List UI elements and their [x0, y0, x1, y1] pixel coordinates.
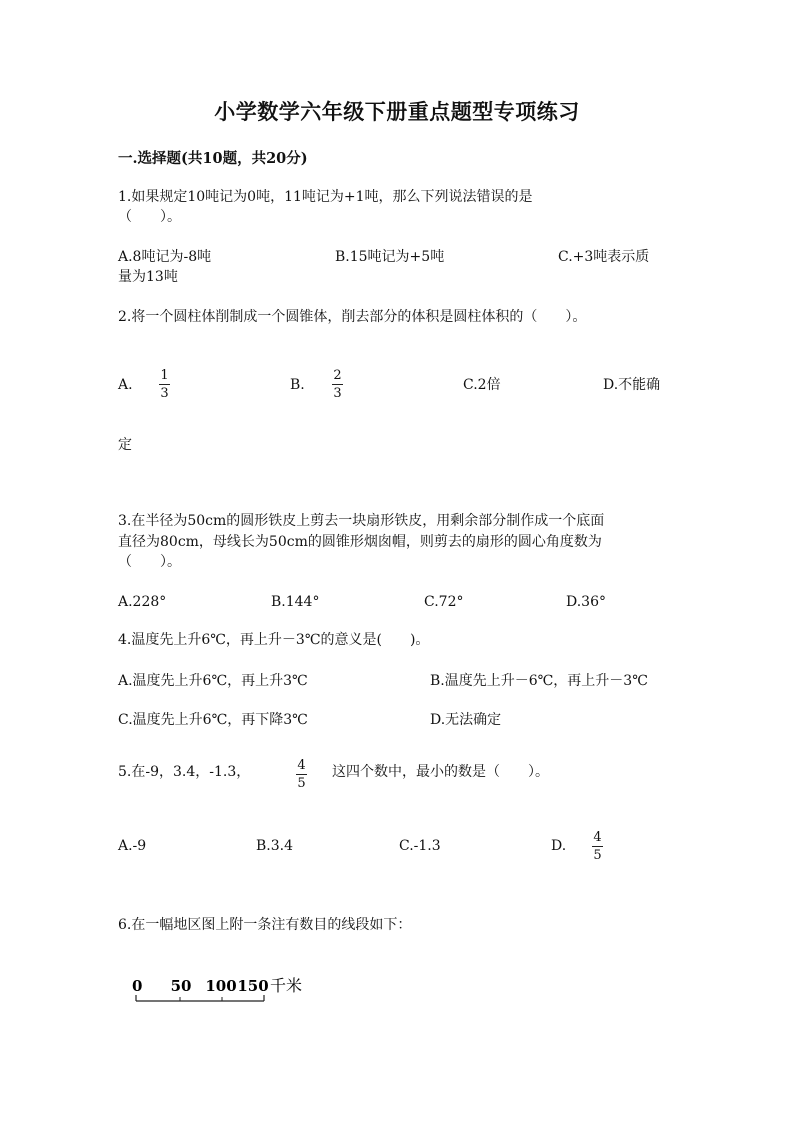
q2-option-a-label: A.: [118, 377, 133, 393]
q3-stem-line2: 直径为80cm，母线长为50cm的圆锥形烟囱帽，则剪去的扇形的圆心角度数为: [118, 534, 602, 550]
q5-stem-fraction: [296, 758, 307, 791]
q4-option-d: D.无法确定: [430, 712, 502, 728]
q3-option-b: B.144°: [271, 594, 320, 610]
q5-option-c: C.-1.3: [399, 838, 441, 854]
q5-option-d-label: D.: [551, 838, 567, 854]
fraction-denominator: 3: [160, 386, 169, 401]
fraction-bar: [592, 846, 603, 847]
fraction-bar: [332, 384, 343, 385]
section-heading: 一.选择题(共10题，共20分): [118, 150, 308, 167]
q1-option-c-cont: 量为13吨: [118, 269, 178, 285]
q2-option-c: C.2倍: [463, 377, 501, 393]
q6-stem: 6.在一幅地区图上附一条注有数目的线段如下：: [118, 917, 412, 933]
fraction-denominator: 5: [593, 848, 602, 863]
fraction-numerator: 4: [593, 830, 602, 845]
scale-label-150: 150: [237, 977, 269, 995]
q5-stem-part1: 5.在-9，3.4，-1.3，: [118, 764, 251, 780]
fraction-numerator: 1: [160, 368, 169, 383]
q5-stem-part2: 这四个数中，最小的数是（ ）。: [332, 764, 549, 780]
q3-option-d: D.36°: [566, 594, 606, 610]
q3-stem-line1: 3.在半径为50cm的圆形铁皮上剪去一块扇形铁皮，用剩余部分制作成一个底面: [118, 513, 605, 529]
scale-unit: 千米: [270, 976, 303, 995]
q1-option-b: B.15吨记为+5吨: [335, 249, 445, 265]
q3-option-a: A.228°: [118, 594, 167, 610]
q1-stem-line2: （ ）。: [118, 209, 181, 225]
fraction-bar: [159, 384, 170, 385]
q2-option-d: D.不能确: [603, 377, 661, 393]
fraction-numerator: 2: [333, 368, 342, 383]
scale-label-0: 0: [132, 977, 143, 995]
fraction-denominator: 5: [297, 776, 306, 791]
scale-bar: [128, 970, 328, 1010]
q4-option-a: A.温度先上升6℃，再上升3℃: [118, 673, 308, 689]
q3-stem-line3: （ ）。: [118, 554, 181, 570]
scale-label-50: 50: [170, 977, 192, 995]
page-title: 小学数学六年级下册重点题型专项练习: [214, 99, 580, 124]
q5-option-d-fraction: [592, 830, 603, 863]
q5-option-a: A.-9: [118, 838, 147, 854]
q5-option-b: B.3.4: [256, 838, 294, 854]
q1-option-c: C.+3吨表示质: [558, 249, 650, 265]
q4-option-c: C.温度先上升6℃，再下降3℃: [118, 712, 308, 728]
fraction-numerator: 4: [297, 758, 306, 773]
q2-option-b-fraction: [332, 368, 343, 401]
q4-stem: 4.温度先上升6℃，再上升－3℃的意义是( )。: [118, 632, 430, 648]
fraction-bar: [296, 774, 307, 775]
q3-option-c: C.72°: [424, 594, 464, 610]
q2-option-a-fraction: [159, 368, 170, 401]
q2-option-d-cont: 定: [118, 437, 132, 453]
q1-option-a: A.8吨记为-8吨: [118, 249, 212, 265]
q4-option-b: B.温度先上升－6℃，再上升－3℃: [430, 673, 648, 689]
q1-stem-line1: 1.如果规定10吨记为0吨，11吨记为+1吨，那么下列说法错误的是: [118, 189, 533, 205]
q2-option-b-label: B.: [290, 377, 305, 393]
q2-stem: 2.将一个圆柱体削制成一个圆锥体，削去部分的体积是圆柱体积的（ ）。: [118, 309, 587, 325]
fraction-denominator: 3: [333, 386, 342, 401]
scale-label-100: 100: [205, 977, 237, 995]
